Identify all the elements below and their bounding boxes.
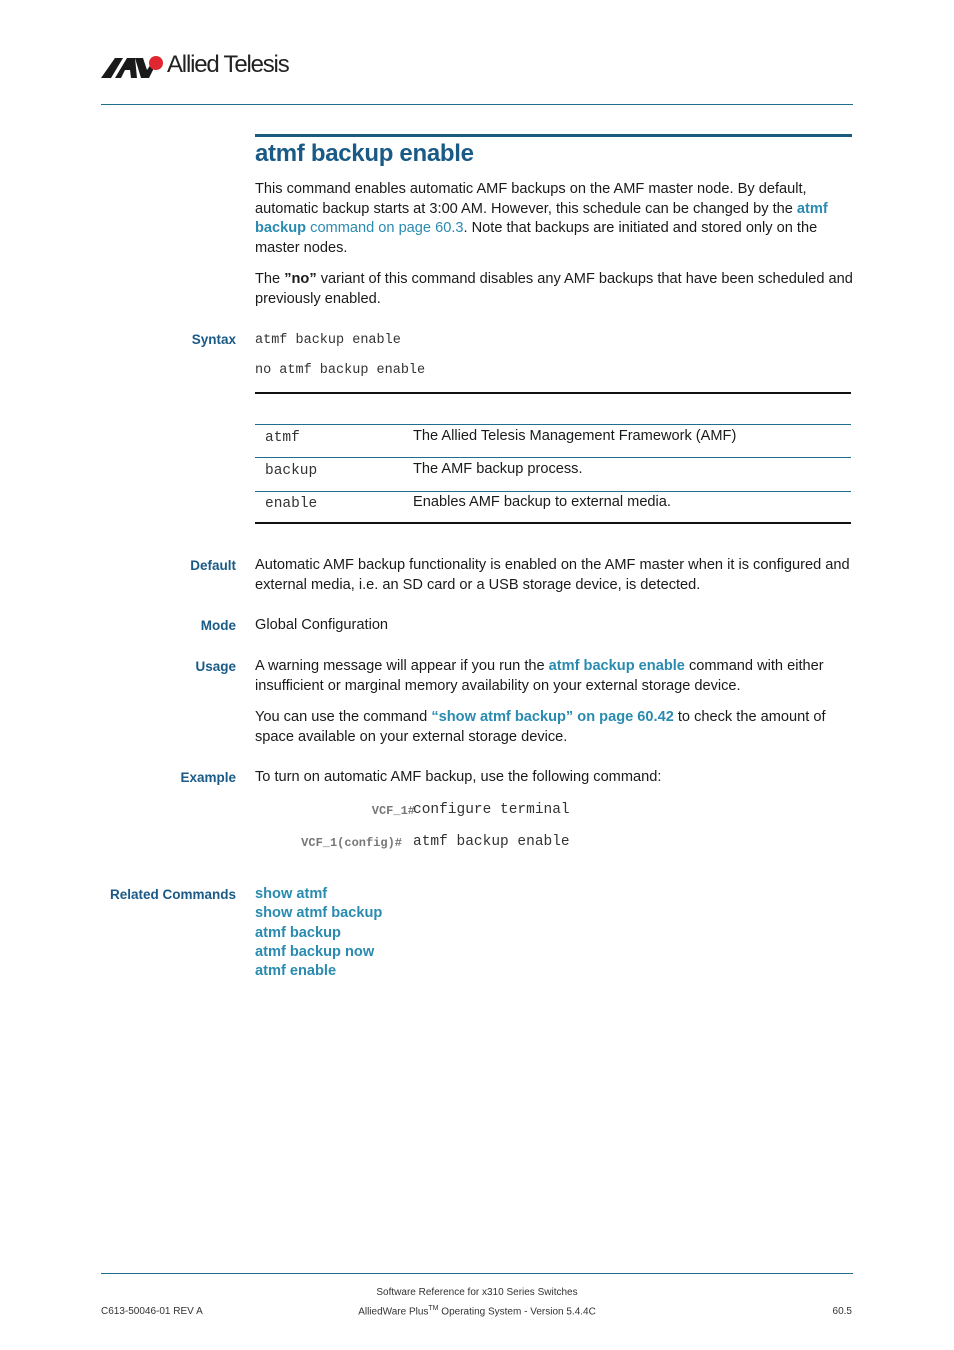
usage-paragraph-2	[255, 708, 855, 747]
intro-no-text-2: variant of this command disables any AMF backups that have been scheduled and previously enabled.	[255, 271, 853, 307]
intro-paragraph-1	[255, 180, 855, 258]
example-command: configure terminal	[413, 802, 570, 818]
related-link-atmf-backup-now[interactable]: atmf backup now	[255, 943, 375, 960]
example-prompt: VCF_1#	[371, 804, 415, 818]
syntax-line-1: atmf backup enable	[255, 333, 401, 348]
no-keyword: ”no”	[284, 271, 317, 287]
syntax-label: Syntax	[191, 332, 236, 347]
param-key: backup	[265, 463, 318, 479]
footer-title: Software Reference for x310 Series Switches	[376, 1287, 578, 1298]
param-key: enable	[265, 496, 318, 512]
allied-telesis-logo	[101, 50, 301, 82]
param-row-rule	[255, 491, 851, 492]
usage-label: Usage	[195, 659, 236, 674]
default-label: Default	[190, 558, 236, 573]
param-table-bottom-rule	[255, 522, 851, 524]
param-desc: The AMF backup process.	[413, 461, 583, 477]
usage-text-4: to check the amount of space available on your external storage device.	[255, 709, 826, 745]
example-text: To turn on automatic AMF backup, use the following command:	[255, 769, 662, 785]
footer-trademark: TM	[428, 1305, 439, 1312]
brand-name: Allied Telesis	[167, 51, 289, 78]
param-key: atmf	[265, 430, 300, 446]
mode-text: Global Configuration	[255, 617, 389, 633]
related-commands-list	[255, 885, 382, 981]
usage-paragraph-1	[255, 657, 855, 696]
usage-text: A warning message will appear if you run the	[255, 658, 549, 674]
allied-telesis-mark-icon	[101, 54, 165, 80]
param-table-top-rule	[255, 392, 851, 394]
related-link-show-atmf-backup[interactable]: show atmf backup	[255, 905, 383, 922]
param-desc: The Allied Telesis Management Framework (AMF)	[413, 428, 737, 444]
footer-os-rest: Operating System - Version 5.4.4C	[438, 1306, 596, 1318]
example-prompt: VCF_1(config)#	[301, 836, 402, 850]
param-table-header-rule	[255, 424, 851, 425]
show-atmf-backup-link[interactable]: “show atmf backup” on page 60.42	[431, 709, 674, 725]
example-label: Example	[180, 770, 236, 785]
syntax-line-2: no atmf backup enable	[255, 363, 426, 378]
related-link-show-atmf[interactable]: show atmf	[255, 886, 328, 902]
example-prompt-1-wrap	[255, 801, 415, 819]
footer-rule	[101, 1273, 853, 1274]
usage-text-2: command with either insufficient or marginal memory availability on your external storage device.	[255, 658, 824, 694]
usage-text-3: You can use the command	[255, 709, 432, 725]
header-rule	[101, 104, 853, 105]
param-row-rule	[255, 457, 851, 458]
footer-doc-id: C613-50046-01 REV A	[101, 1306, 203, 1317]
atmf-backup-enable-link[interactable]: atmf backup enable	[548, 658, 685, 674]
title-rule	[255, 134, 852, 137]
atmf-backup-link-page: command on page 60.3	[306, 220, 464, 236]
intro-no-text: The	[255, 271, 285, 287]
footer-page-number: 60.5	[832, 1306, 852, 1317]
related-link-atmf-backup[interactable]: atmf backup	[255, 924, 341, 941]
intro-text: This command enables automatic AMF backups on the AMF master node. By default, automatic backup starts at 3:00 AM. However, this schedule can be changed by the	[255, 181, 807, 217]
related-link-atmf-enable[interactable]: atmf enable	[255, 963, 337, 980]
footer-os-name: AlliedWare Plus	[358, 1306, 429, 1318]
param-desc: Enables AMF backup to external media.	[413, 494, 671, 510]
example-command: atmf backup enable	[413, 834, 570, 850]
intro-paragraph-2	[255, 270, 855, 309]
mode-label: Mode	[200, 618, 236, 633]
related-commands-label: Related Commands	[109, 887, 236, 902]
intro-text-2: . Note that backups are initiated and stored only on the master nodes.	[255, 220, 818, 256]
atmf-backup-link-bold: atmf backup	[255, 200, 828, 236]
page-title: atmf backup enable	[255, 140, 474, 167]
example-prompt-2-wrap	[255, 833, 402, 851]
default-text: Automatic AMF backup functionality is enabled on the AMF master when it is configured and external media, i.e. an SD card or a USB storage device, is detected.	[255, 557, 850, 593]
